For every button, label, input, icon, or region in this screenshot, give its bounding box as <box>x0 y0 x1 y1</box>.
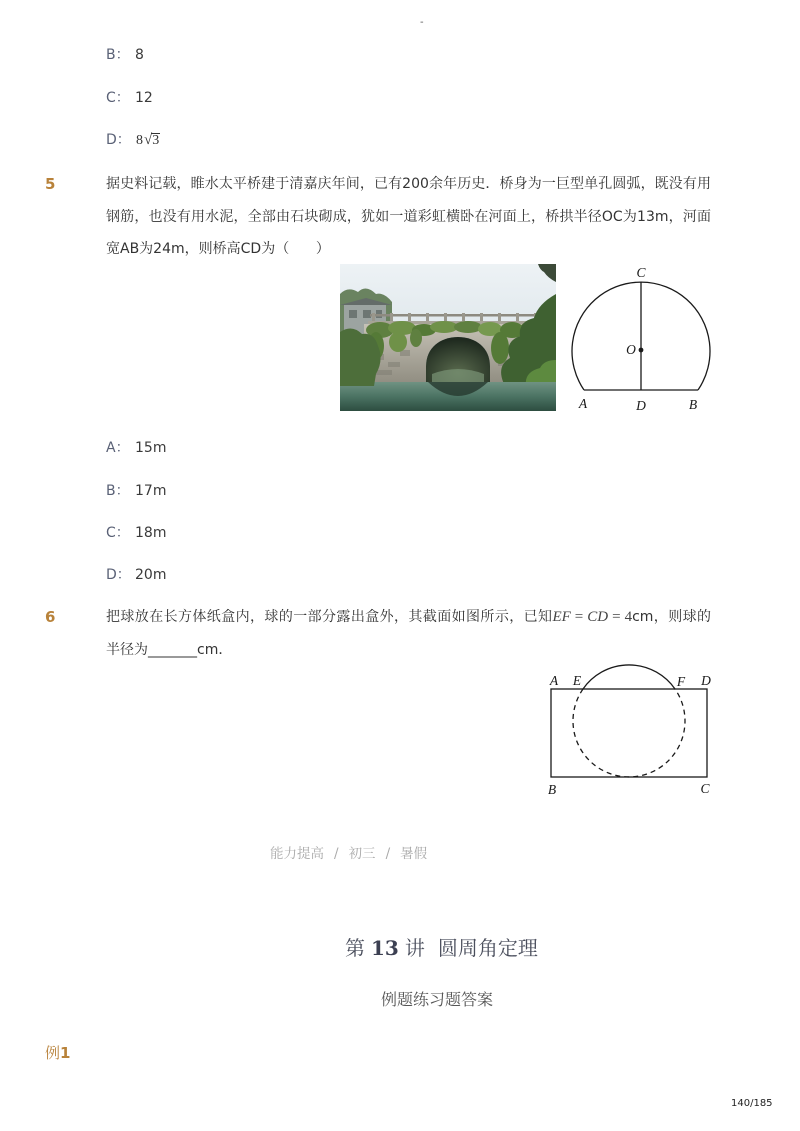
question-6-line-2-before: 半径为 <box>106 641 148 658</box>
option-value: 18m <box>135 525 167 541</box>
question-6-text-before: 把球放在长方体纸盒内，球的一部分露出盒外，其截面如图所示，已知 <box>106 608 553 625</box>
bridge-arc-diagram <box>560 258 720 418</box>
question-6-number: 6 <box>45 608 56 626</box>
option-value: 17m <box>135 483 167 499</box>
option-value: 12 <box>135 90 153 106</box>
label-b: B <box>547 782 557 797</box>
ball-hidden-arc <box>573 689 685 777</box>
prev-option-b <box>106 45 144 65</box>
question-5-number: 5 <box>45 175 56 193</box>
answer-blank: _______ <box>148 641 197 658</box>
question-6-text-after: cm，则球的 <box>632 608 712 625</box>
page-number: 140/185 <box>731 1098 773 1109</box>
ball-visible-arc <box>583 665 675 689</box>
chapter-name: 圆周角定理 <box>437 936 538 960</box>
option-a <box>106 438 166 458</box>
example-prefix: 例 <box>45 1044 61 1062</box>
label-f: F <box>676 674 686 689</box>
section-title: 例题练习题答案 <box>381 990 494 1009</box>
label-e: E <box>572 673 582 688</box>
radicand: 3 <box>152 133 160 148</box>
photo-ivy-cluster <box>430 321 458 333</box>
question-5-text <box>106 168 711 266</box>
radical-coefficient: 8 <box>136 133 143 148</box>
chapter-title <box>345 934 538 962</box>
example-label <box>45 1042 70 1064</box>
option-b <box>106 481 166 501</box>
footer-item: 初三 <box>348 846 376 862</box>
photo-railing-top <box>370 314 552 317</box>
label-c: C <box>700 781 710 796</box>
question-6-line-2-after: cm． <box>197 641 233 658</box>
question-5-line-3: 宽AB为24m，则桥高CD为（ ） <box>106 241 330 257</box>
footer-separator: / <box>385 846 391 862</box>
label-o: O <box>626 342 636 357</box>
photo-ivy-cluster <box>410 329 422 347</box>
question-5-line-1: 据史料记载，睢水太平桥建于清嘉庆年间，已有200余年历史．桥身为一巨型单孔圆弧，既没有用 <box>106 176 711 192</box>
top-mark: - <box>420 17 424 28</box>
math-segment-cd: CD <box>587 608 609 625</box>
math-segment-ef: EF <box>552 608 571 625</box>
box-ball-diagram <box>540 655 720 805</box>
chapter-number: 13 <box>371 936 399 960</box>
math-length: 4 <box>624 608 633 625</box>
option-label: A： <box>106 440 130 456</box>
label-a: A <box>549 673 559 688</box>
prev-option-c <box>106 88 153 108</box>
math-equals: = <box>574 608 584 625</box>
option-d <box>106 565 166 585</box>
option-value: 20m <box>135 567 167 583</box>
label-c: C <box>636 265 646 280</box>
option-label: D： <box>106 567 131 583</box>
center-point-o <box>639 348 644 353</box>
option-value: 8 <box>135 47 144 63</box>
math-equals: = <box>612 608 621 625</box>
option-label: B： <box>106 47 130 63</box>
label-a: A <box>578 396 588 411</box>
label-d: D <box>701 673 711 688</box>
footer-item: 暑假 <box>400 846 428 862</box>
bridge-photo <box>340 264 556 411</box>
option-label: C： <box>106 525 130 541</box>
option-c <box>106 523 166 543</box>
photo-ivy-cluster <box>389 332 407 352</box>
option-label: C： <box>106 90 130 106</box>
question-5-line-2: 钢筋，也没有用水泥，全部由石块砌成，犹如一道彩虹横卧在河面上，桥拱半径OC为13m，河面 <box>106 208 711 225</box>
option-value: 15m <box>135 440 167 456</box>
footer-separator: / <box>334 846 339 862</box>
footer-item: 能力提高 <box>270 846 324 862</box>
question-6-line-1 <box>106 601 711 634</box>
photo-ivy-cluster <box>491 332 509 364</box>
chapter-suffix: 讲 <box>404 936 425 960</box>
example-number: 1 <box>60 1044 71 1062</box>
photo-ivy-cluster <box>454 321 482 333</box>
option-label: B： <box>106 483 130 499</box>
label-b: B <box>688 397 698 412</box>
option-label: D： <box>106 132 131 148</box>
prev-option-d <box>106 130 160 150</box>
radical-expression <box>135 133 160 148</box>
chapter-prefix: 第 <box>345 936 365 960</box>
running-footer <box>270 844 427 864</box>
label-d: D <box>636 398 646 413</box>
radical-sign: √ <box>144 132 153 148</box>
